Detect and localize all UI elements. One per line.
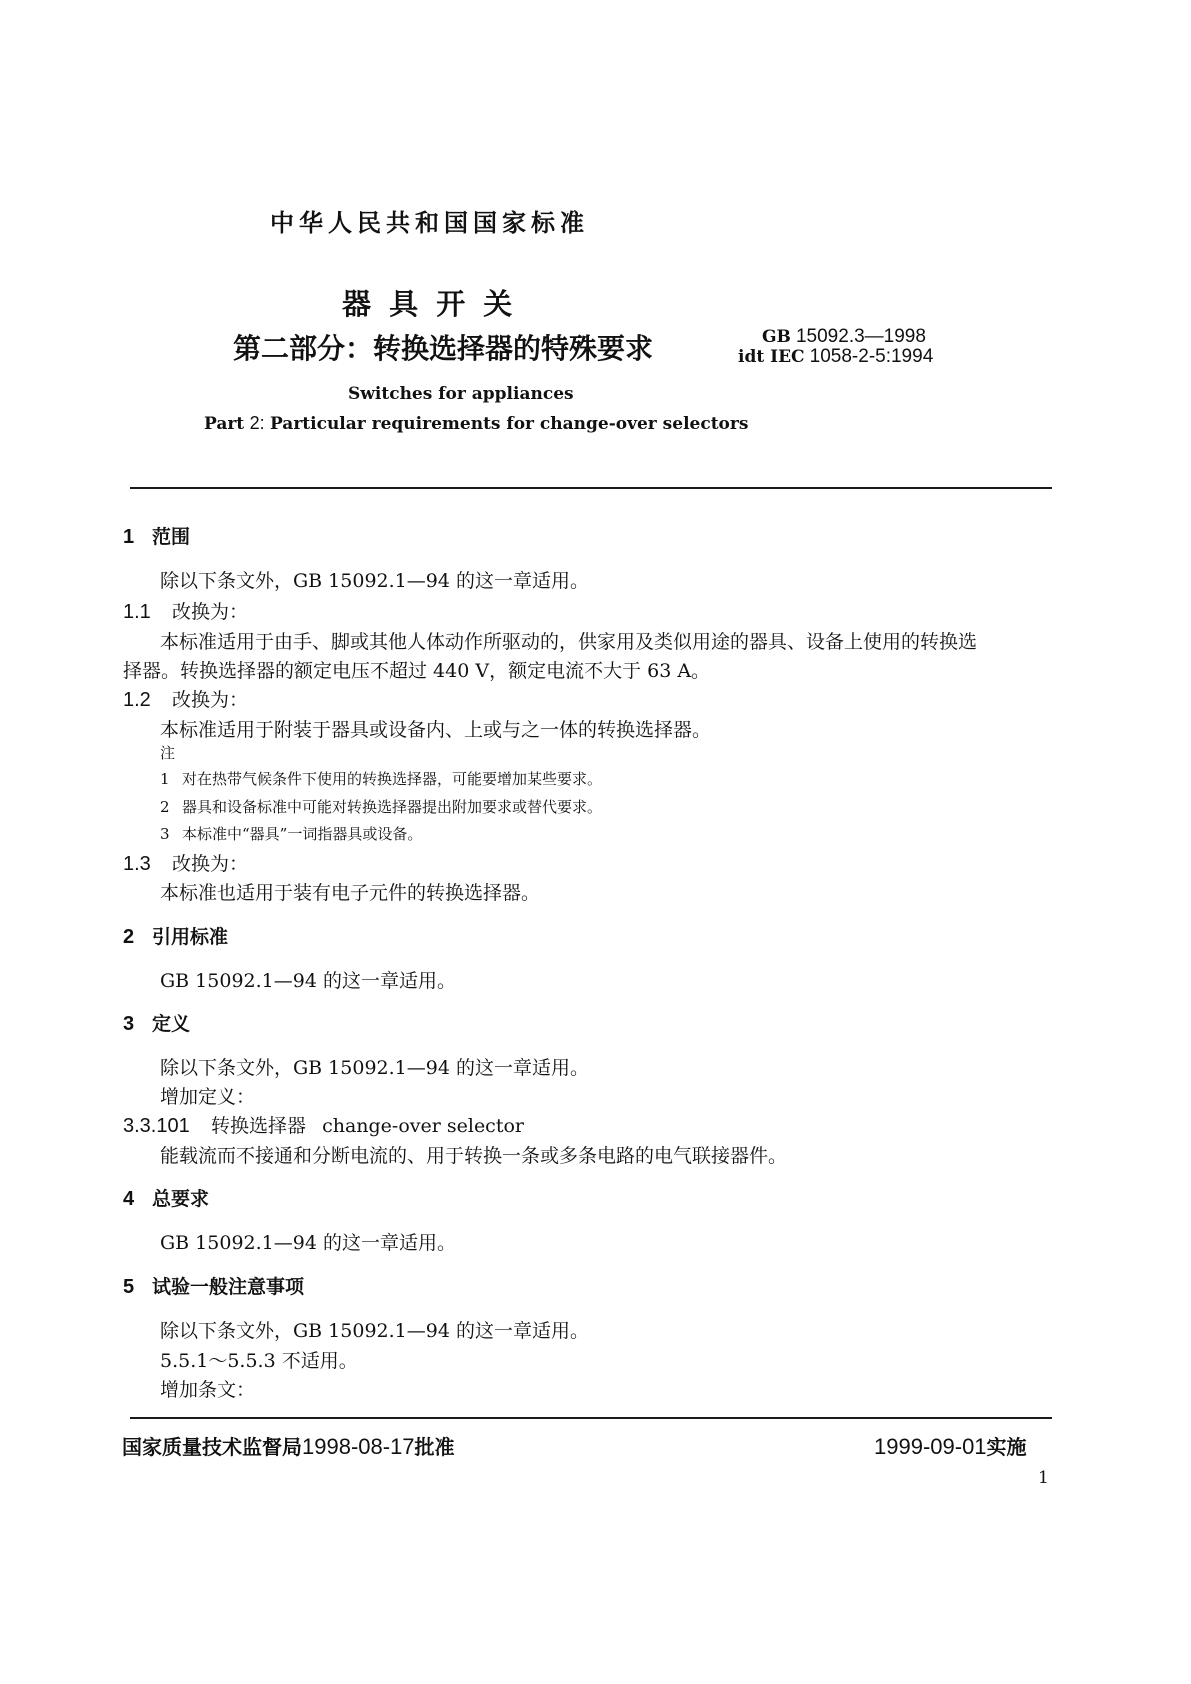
- clause-1-2-heading: 1.2 改换为：: [123, 689, 249, 711]
- clause-1-1-text-line1: 本标准适用于由手、脚或其他人体动作所驱动的，供家用及类似用途的器具、设备上使用的转换选: [160, 631, 978, 653]
- section-3-intro: 除以下条文外，GB 15092.1—94 的这一章适用。: [160, 1057, 589, 1079]
- section-4-heading: 4 总要求: [123, 1188, 210, 1210]
- standard-number-gb: GB 15092.3—1998: [762, 326, 926, 347]
- document-subtitle-en: Part 2: Particular requirements for change-over selectors: [204, 413, 749, 434]
- section-3-heading: 3 定义: [123, 1013, 191, 1035]
- standard-number-block: [738, 327, 933, 367]
- section-5-heading: 5 试验一般注意事项: [123, 1276, 305, 1298]
- section-5-not-applicable: 5.5.1～5.5.3 不适用。: [160, 1350, 358, 1372]
- section-5-add-clauses: 增加条文：: [160, 1379, 256, 1401]
- clause-1-2-text: 本标准适用于附装于器具或设备内、上或与之一体的转换选择器。: [160, 719, 712, 741]
- section-2-heading: 2 引用标准: [123, 926, 229, 948]
- document-title-cn: 器 具 开 关: [342, 287, 517, 321]
- approval-line: 国家质量技术监督局1998-08-17批准: [122, 1434, 455, 1459]
- national-standard-title: 中华人民共和国国家标准: [270, 209, 589, 237]
- section-3-add-definition: 增加定义：: [160, 1086, 256, 1108]
- section-2-text: GB 15092.1—94 的这一章适用。: [160, 970, 456, 992]
- clause-1-3-heading: 1.3 改换为：: [123, 853, 249, 875]
- definition-3-3-101: 3.3.101 转换选择器 change-over selector: [123, 1115, 524, 1137]
- footer-divider: [130, 1417, 1052, 1419]
- note-label: 注: [160, 744, 176, 762]
- definition-text: 能载流而不接通和分断电流的、用于转换一条或多条电路的电气联接器件。: [160, 1145, 788, 1167]
- clause-1-1-heading: 1.1 改换为：: [123, 601, 249, 623]
- document-title-en: Switches for appliances: [348, 384, 574, 404]
- page-number: 1: [1038, 1468, 1049, 1488]
- clause-1-3-text: 本标准也适用于装有电子元件的转换选择器。: [160, 882, 541, 904]
- section-1-intro: 除以下条文外，GB 15092.1—94 的这一章适用。: [160, 570, 589, 592]
- document-subtitle-cn: 第二部分：转换选择器的特殊要求: [233, 332, 654, 365]
- clause-1-1-text-line2: 择器。转换选择器的额定电压不超过 440 V，额定电流不大于 63 A。: [123, 660, 711, 682]
- note-item: 3 本标准中“器具”一词指器具或设备。: [160, 825, 423, 843]
- note-item: 2 器具和设备标准中可能对转换选择器提出附加要求或替代要求。: [160, 798, 603, 816]
- section-1-heading: 1 范围: [123, 526, 191, 548]
- header-divider: [130, 487, 1052, 489]
- implementation-line: 1999-09-01实施: [874, 1434, 1027, 1459]
- note-item: 1 对在热带气候条件下使用的转换选择器，可能要增加某些要求。: [160, 770, 603, 788]
- standard-number-iec: idt IEC 1058-2-5:1994: [738, 346, 934, 367]
- section-5-intro: 除以下条文外，GB 15092.1—94 的这一章适用。: [160, 1320, 589, 1342]
- section-4-text: GB 15092.1—94 的这一章适用。: [160, 1232, 456, 1254]
